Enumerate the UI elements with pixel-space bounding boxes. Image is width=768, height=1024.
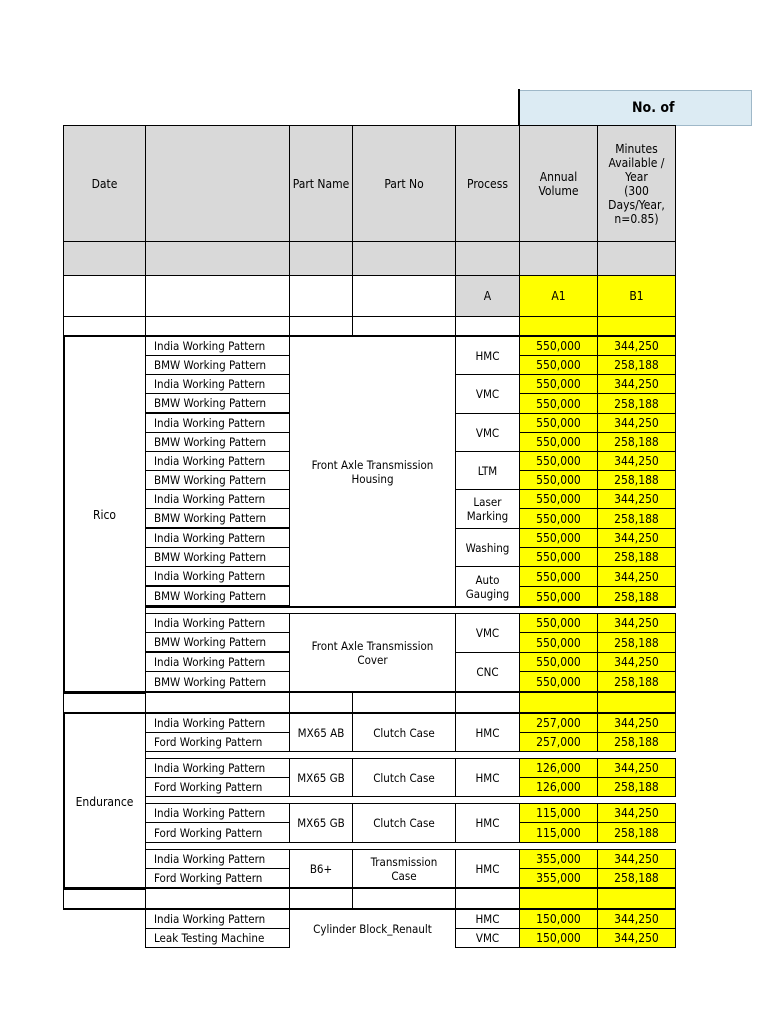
minutes-cell: 344,250: [597, 758, 676, 778]
group-border: [145, 606, 676, 608]
empty-cell: [289, 888, 353, 910]
pattern-cell: India Working Pattern: [145, 336, 290, 356]
minutes-cell: 258,188: [597, 355, 676, 375]
minutes-cell: 258,188: [597, 393, 676, 414]
process-cell: Auto Gauging: [455, 566, 520, 607]
minutes-cell: 258,188: [597, 470, 676, 490]
group-border: [63, 335, 676, 337]
minutes-cell: 344,250: [597, 413, 676, 433]
volume-cell: 550,000: [519, 586, 598, 607]
volume-cell: 550,000: [519, 355, 598, 375]
minutes-cell: 344,250: [597, 489, 676, 509]
spacer-cell: [289, 241, 353, 276]
pattern-cell: India Working Pattern: [145, 652, 290, 672]
pattern-cell: India Working Pattern: [145, 451, 290, 471]
empty-cell: [455, 692, 520, 714]
volume-cell: 550,000: [519, 632, 598, 653]
process-cell: HMC: [455, 803, 520, 843]
process-cell: HMC: [455, 336, 520, 375]
process-cell: CNC: [455, 652, 520, 692]
code-volume: A1: [519, 275, 598, 317]
header-part-name: Part Name: [289, 125, 353, 242]
spacer-cell: [519, 241, 598, 276]
table-title: No. of: [519, 90, 752, 126]
empty-cell: [145, 316, 290, 337]
pattern-cell: BMW Working Pattern: [145, 432, 290, 452]
pattern-cell: BMW Working Pattern: [145, 586, 290, 606]
process-cell: HMC: [455, 849, 520, 888]
group-endurance: Endurance: [63, 713, 146, 890]
part-name-cell: Clutch Case: [352, 803, 456, 843]
minutes-cell: 258,188: [597, 868, 676, 888]
empty-cell: [63, 888, 146, 910]
pattern-cell: India Working Pattern: [145, 803, 290, 823]
part-name-cell: Cylinder Block_Renault: [289, 909, 456, 948]
part-no-cell: B6+: [289, 849, 353, 888]
pattern-cell: Ford Working Pattern: [145, 822, 290, 843]
minutes-cell: 344,250: [597, 566, 676, 587]
code-cell: [145, 275, 290, 317]
pattern-cell: Ford Working Pattern: [145, 868, 290, 888]
process-cell: HMC: [455, 713, 520, 752]
pattern-cell: BMW Working Pattern: [145, 470, 290, 490]
pattern-cell: Ford Working Pattern: [145, 777, 290, 797]
group-border: [63, 887, 676, 889]
volume-cell: 550,000: [519, 374, 598, 394]
minutes-cell: 344,250: [597, 909, 676, 929]
volume-cell: 550,000: [519, 671, 598, 692]
volume-cell: 550,000: [519, 566, 598, 587]
empty-cell: [597, 888, 676, 910]
empty-cell: [289, 316, 353, 337]
volume-cell: 550,000: [519, 336, 598, 356]
part-name-cell: Clutch Case: [352, 713, 456, 752]
minutes-cell: 258,188: [597, 671, 676, 692]
pattern-cell: India Working Pattern: [145, 909, 290, 929]
spacer-cell: [63, 241, 146, 276]
spacer-cell: [145, 241, 290, 276]
pattern-cell: BMW Working Pattern: [145, 508, 290, 528]
pattern-cell: BMW Working Pattern: [145, 671, 290, 692]
volume-cell: 150,000: [519, 909, 598, 929]
process-cell: LTM: [455, 451, 520, 490]
process-cell: HMC: [455, 758, 520, 797]
code-cell: [289, 275, 353, 317]
volume-cell: 550,000: [519, 470, 598, 490]
volume-cell: 550,000: [519, 413, 598, 433]
volume-cell: 550,000: [519, 393, 598, 414]
part-name-cell: Clutch Case: [352, 758, 456, 797]
process-cell: VMC: [455, 413, 520, 452]
part-no-cell: MX65 GB: [289, 803, 353, 843]
minutes-cell: 258,188: [597, 777, 676, 797]
volume-cell: 126,000: [519, 758, 598, 778]
empty-cell: [519, 888, 598, 910]
empty-cell: [352, 316, 456, 337]
minutes-cell: 344,250: [597, 849, 676, 869]
header-minutes-available: Minutes Available / Year (300 Days/Year, n=0.85): [597, 125, 676, 242]
minutes-cell: 258,188: [597, 432, 676, 452]
volume-cell: 550,000: [519, 613, 598, 633]
group-rico: Rico: [63, 336, 146, 694]
empty-cell: [145, 888, 290, 910]
part-no-cell: MX65 AB: [289, 713, 353, 752]
pattern-cell: BMW Working Pattern: [145, 547, 290, 567]
code-cell: [352, 275, 456, 317]
volume-cell: 257,000: [519, 713, 598, 733]
empty-cell: [289, 692, 353, 714]
part-name-cell: Front Axle Transmission Cover: [289, 613, 456, 692]
process-cell: VMC: [455, 613, 520, 653]
minutes-cell: 258,188: [597, 632, 676, 653]
volume-cell: 126,000: [519, 777, 598, 797]
header-date: Date: [63, 125, 146, 242]
group-border: [63, 335, 65, 693]
volume-cell: 550,000: [519, 652, 598, 672]
code-process: A: [455, 275, 520, 317]
volume-cell: 257,000: [519, 732, 598, 752]
group-border: [63, 691, 676, 693]
minutes-cell: 344,250: [597, 652, 676, 672]
minutes-cell: 344,250: [597, 336, 676, 356]
volume-cell: 550,000: [519, 489, 598, 509]
empty-cell: [455, 316, 520, 337]
process-cell: HMC: [455, 909, 520, 929]
process-cell: Washing: [455, 528, 520, 567]
spacer-cell: [455, 241, 520, 276]
group-border: [63, 712, 676, 714]
pattern-cell: India Working Pattern: [145, 613, 290, 633]
code-cell: [63, 275, 146, 317]
pattern-cell: Ford Working Pattern: [145, 732, 290, 752]
pattern-cell: India Working Pattern: [145, 849, 290, 869]
volume-cell: 550,000: [519, 528, 598, 548]
volume-cell: 115,000: [519, 803, 598, 823]
empty-cell: [597, 692, 676, 714]
minutes-cell: 344,250: [597, 528, 676, 548]
pattern-cell: India Working Pattern: [145, 566, 290, 586]
volume-cell: 550,000: [519, 451, 598, 471]
part-name-cell: Front Axle Transmission Housing: [289, 336, 456, 607]
header-blank: [145, 125, 290, 242]
minutes-cell: 344,250: [597, 451, 676, 471]
pattern-cell: India Working Pattern: [145, 413, 290, 433]
spacer-cell: [352, 241, 456, 276]
empty-cell: [352, 888, 456, 910]
volume-cell: 115,000: [519, 822, 598, 843]
minutes-cell: 258,188: [597, 822, 676, 843]
group-border: [63, 908, 676, 910]
minutes-cell: 258,188: [597, 508, 676, 529]
pattern-cell: India Working Pattern: [145, 489, 290, 509]
process-cell: VMC: [455, 374, 520, 414]
empty-cell: [455, 888, 520, 910]
empty-cell: [597, 316, 676, 337]
pattern-cell: BMW Working Pattern: [145, 393, 290, 413]
minutes-cell: 258,188: [597, 586, 676, 607]
minutes-cell: 344,250: [597, 713, 676, 733]
empty-cell: [519, 692, 598, 714]
minutes-cell: 344,250: [597, 613, 676, 633]
pattern-cell: India Working Pattern: [145, 528, 290, 548]
header-part-no: Part No: [352, 125, 456, 242]
group-border: [63, 712, 65, 889]
pattern-cell: Leak Testing Machine: [145, 928, 290, 948]
spacer-cell: [597, 241, 676, 276]
volume-cell: 150,000: [519, 928, 598, 948]
volume-cell: 355,000: [519, 868, 598, 888]
volume-cell: 355,000: [519, 849, 598, 869]
pattern-cell: India Working Pattern: [145, 374, 290, 394]
header-annual-volume: Annual Volume: [519, 125, 598, 242]
minutes-cell: 344,250: [597, 374, 676, 394]
pattern-cell: India Working Pattern: [145, 713, 290, 733]
process-cell: VMC: [455, 928, 520, 948]
volume-cell: 550,000: [519, 508, 598, 529]
empty-cell: [63, 692, 146, 714]
empty-cell: [519, 316, 598, 337]
empty-cell: [352, 692, 456, 714]
part-no-cell: MX65 GB: [289, 758, 353, 797]
volume-cell: 550,000: [519, 432, 598, 452]
code-minutes: B1: [597, 275, 676, 317]
process-cell: Laser Marking: [455, 489, 520, 529]
part-name-cell: Transmission Case: [352, 849, 456, 888]
pattern-cell: BMW Working Pattern: [145, 632, 290, 652]
volume-cell: 550,000: [519, 547, 598, 567]
header-process: Process: [455, 125, 520, 242]
pattern-cell: India Working Pattern: [145, 758, 290, 778]
pattern-cell: BMW Working Pattern: [145, 355, 290, 375]
minutes-cell: 344,250: [597, 803, 676, 823]
minutes-cell: 344,250: [597, 928, 676, 948]
empty-cell: [145, 692, 290, 714]
minutes-cell: 258,188: [597, 547, 676, 567]
minutes-cell: 258,188: [597, 732, 676, 752]
empty-cell: [63, 316, 146, 337]
